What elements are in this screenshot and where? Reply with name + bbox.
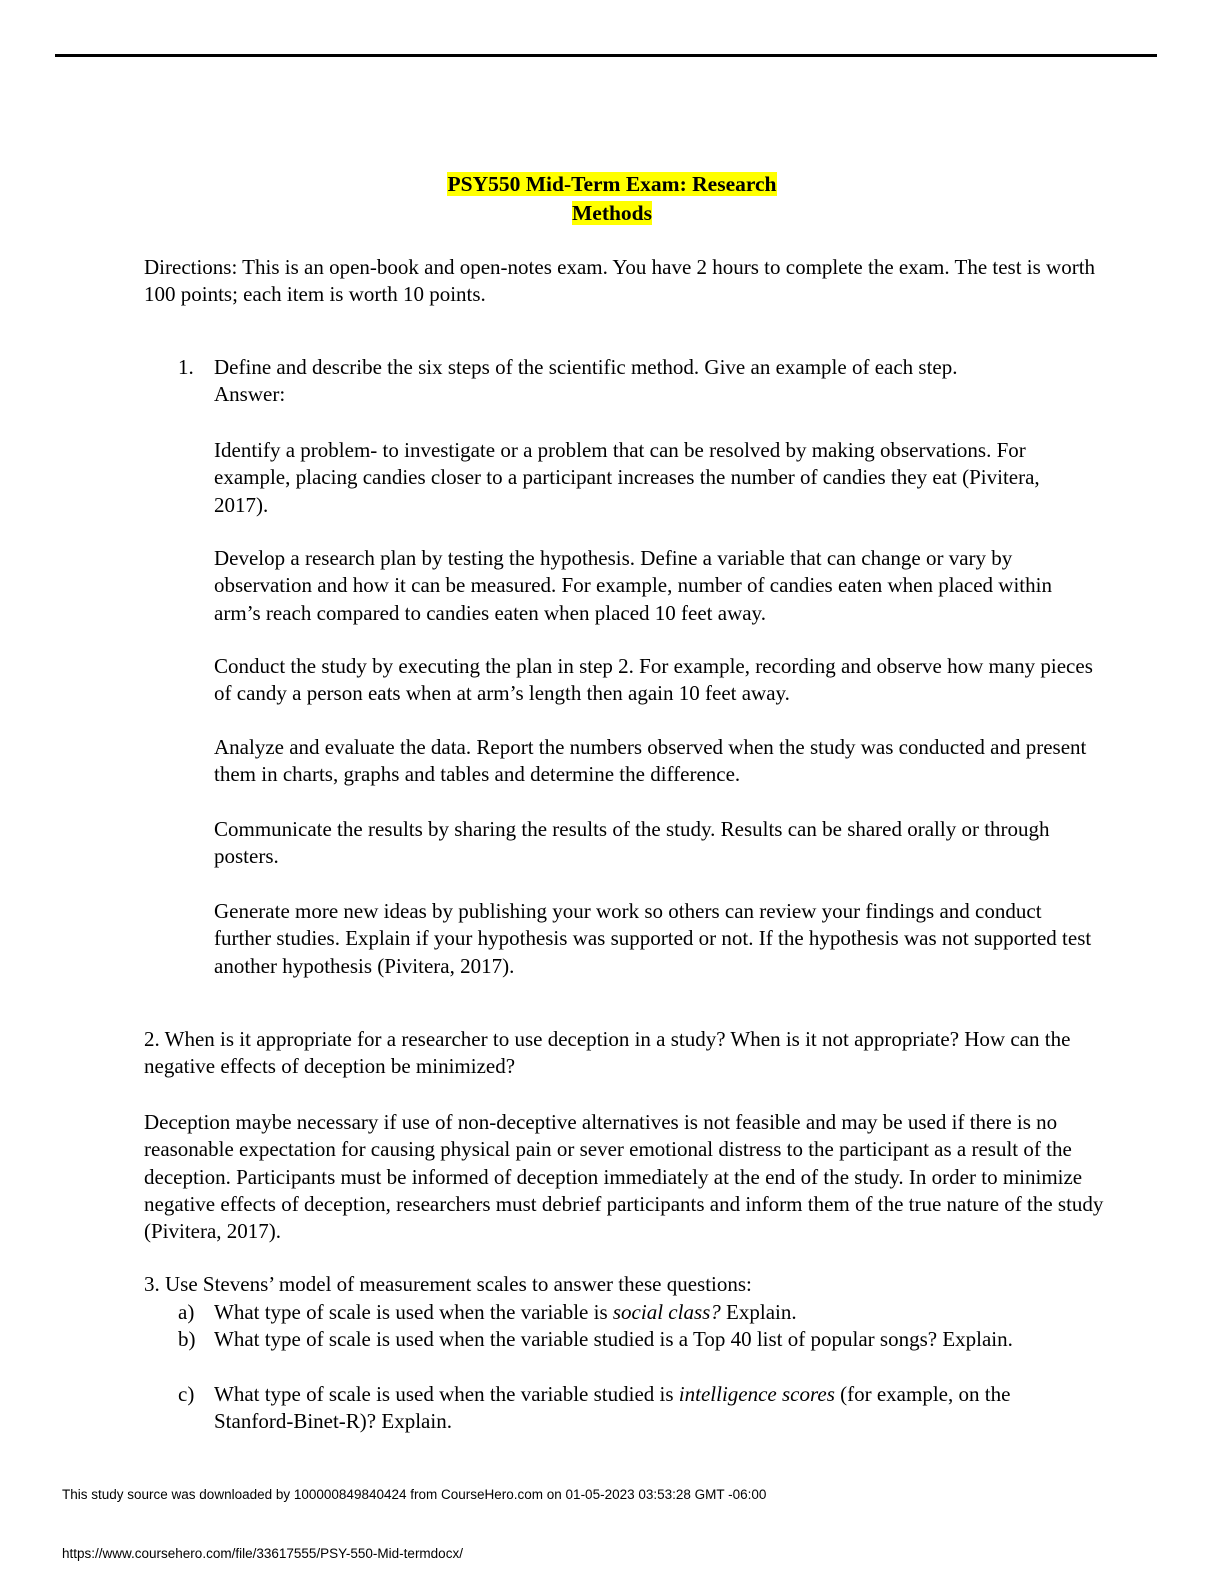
top-rule [55, 54, 1157, 57]
step-6-text: Generate more new ideas by publishing your work so others can review your findings and conduct further studies. Explain if your hypothesis was supported or not. If the hypothesis was not supported test another hypothesis (Pivitera, 2017). [214, 899, 1092, 978]
answer-label: Answer: [214, 382, 286, 407]
step-5-text: Communicate the results by sharing the results of the study. Results can be shared orally or through posters. [214, 817, 1050, 869]
step-1-text: Identify a problem- to investigate or a problem that can be resolved by making observations. For example, placing candies closer to a participant increases the number of candies they eat (Pivitera, 2017). [214, 438, 1040, 517]
title-line-2: Methods [571, 201, 653, 225]
question-2-text: 2. When is it appropriate for a researcher to use deception in a study? When is it not appropriate? How can the negative effects of deception be minimized? [144, 1027, 1071, 1079]
item-a-label: a) [178, 1300, 195, 1324]
item-b-label: b) [178, 1327, 196, 1351]
item-a-italic: social class? [612, 1300, 721, 1324]
question-2-answer: Deception maybe necessary if use of non-deceptive alternatives is not feasible and may be used if there is no reasonable expectation for causing physical pain or sever emotional distress to the participant as a result of the deception. Participants must be informed of deception immediately at the end of the study. In order to minimize negative effects of deception, researchers must debrief participants and inform them of the true nature of the study (Pivitera, 2017). [144, 1110, 1104, 1244]
step-3-text: Conduct the study by executing the plan in step 2. For example, recording and observe how many pieces of candy a person eats when at arm’s length then again 10 feet away. [214, 654, 1093, 706]
page-title [0, 170, 1224, 228]
item-c-after: (for example, on the Stanford-Binet-R)? Explain. [214, 1382, 1011, 1434]
step-2-text: Develop a research plan by testing the hypothesis. Define a variable that can change or vary by observation and how it can be measured. For example, number of candies eaten when placed within arm’s reach compared to candies eaten when placed 10 feet away. [214, 546, 1052, 625]
item-c-italic: intelligence scores [678, 1382, 835, 1406]
question-1-number: 1. [178, 355, 194, 379]
directions-text: Directions: This is an open-book and open-notes exam. You have 2 hours to complete the exam. The test is worth 100 points; each item is worth 10 points. [144, 255, 1096, 307]
download-source-note: This study source was downloaded by 100000849840424 from CourseHero.com on 01-05-2023 03:53:28 GMT -06:00 [62, 1487, 767, 1502]
title-line-1: PSY550 Mid-Term Exam: Research [447, 172, 777, 196]
item-b-text: What type of scale is used when the variable studied is a Top 40 list of popular songs? Explain. [214, 1327, 1013, 1351]
question-3-text: 3. Use Stevens’ model of measurement scales to answer these questions: [144, 1272, 752, 1296]
source-url: https://www.coursehero.com/file/33617555/PSY-550-Mid-termdocx/ [62, 1546, 463, 1561]
item-a-after: Explain. [720, 1300, 797, 1324]
item-a-text: What type of scale is used when the variable is [214, 1300, 613, 1324]
item-c-label: c) [178, 1382, 195, 1406]
item-c-text: What type of scale is used when the variable studied is [214, 1382, 679, 1406]
step-4-text: Analyze and evaluate the data. Report the numbers observed when the study was conducted and present them in charts, graphs and tables and determine the difference. [214, 735, 1087, 787]
question-1-text: Define and describe the six steps of the scientific method. Give an example of each step. [214, 355, 958, 379]
